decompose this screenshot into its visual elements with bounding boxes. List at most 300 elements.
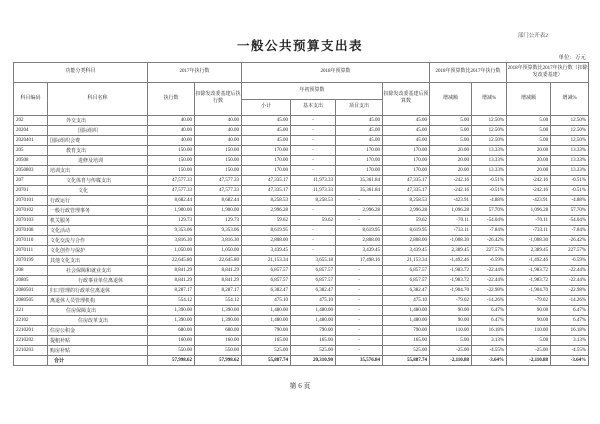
table-body xyxy=(14,116,589,366)
value-cell: - xyxy=(336,266,383,276)
col-header-project: 项目支出 xyxy=(336,100,383,116)
value-cell: -26.42% xyxy=(551,236,589,246)
value-cell: -0.51% xyxy=(472,186,507,196)
value-cell: 57.70% xyxy=(551,206,589,216)
value-cell: 55,887.74 xyxy=(242,356,291,366)
value-cell: -733.11 xyxy=(507,226,551,236)
value-cell: 170.00 xyxy=(383,156,430,166)
subject-name-cell: 提租补贴 xyxy=(48,336,148,346)
subject-code-cell: 2070108 xyxy=(14,226,48,236)
subject-name-cell: 文化体育与传媒支出 xyxy=(48,176,148,186)
subject-name-cell: 培训支出 xyxy=(48,166,148,176)
value-cell: 6,382.47 xyxy=(383,286,430,296)
value-cell: 554.12 xyxy=(195,296,242,306)
value-cell: 20.00 xyxy=(430,166,472,176)
subject-name-cell: 社会保障和就业支出 xyxy=(48,266,148,276)
value-cell: 17,498.16 xyxy=(336,256,383,266)
value-cell: -22.44% xyxy=(472,266,507,276)
table-row xyxy=(14,216,589,226)
value-cell: - xyxy=(291,166,336,176)
value-cell: 45.00 xyxy=(336,116,383,126)
total-row xyxy=(14,356,589,366)
value-cell: 9,353.06 xyxy=(148,226,195,236)
subject-code-cell: 20805 xyxy=(14,276,48,286)
value-cell: 680.00 xyxy=(148,326,195,336)
value-cell: - xyxy=(336,286,383,296)
value-cell: 45.00 xyxy=(242,136,291,146)
value-cell: 3,439.45 xyxy=(242,246,291,256)
value-cell: 165.00 xyxy=(242,336,291,346)
subject-code-cell: 20204 xyxy=(14,126,48,136)
value-cell: 2,996.28 xyxy=(383,206,430,216)
value-cell: 8,841.29 xyxy=(148,276,195,286)
value-cell: -7.84% xyxy=(472,226,507,236)
unit-note: 单位：万元 xyxy=(558,55,586,61)
value-cell: 9,353.06 xyxy=(195,226,242,236)
value-cell: - xyxy=(291,226,336,236)
value-cell: 5.00 xyxy=(507,126,551,136)
value-cell: -1,008.30 xyxy=(430,236,472,246)
table-row xyxy=(14,296,589,306)
value-cell: 22,645.80 xyxy=(195,256,242,266)
subject-name-cell: 住房改革支出 xyxy=(48,316,148,326)
value-cell: 47,577.33 xyxy=(195,186,242,196)
subject-name-cell: 离退休人员管理机构 xyxy=(48,296,148,306)
value-cell: 8,258.53 xyxy=(242,196,291,206)
value-cell: 160.00 xyxy=(148,336,195,346)
subject-name-cell: 国际组织会费 xyxy=(48,136,148,146)
value-cell: 1,096.28 xyxy=(430,206,472,216)
value-cell: 2,808.00 xyxy=(383,236,430,246)
value-cell: -22.98% xyxy=(472,286,507,296)
value-cell: 6.47% xyxy=(472,316,507,326)
value-cell: 790.00 xyxy=(383,326,430,336)
table-row xyxy=(14,166,589,176)
value-cell: 3,655.18 xyxy=(291,256,336,266)
table-row xyxy=(14,326,589,336)
value-cell: 150.00 xyxy=(195,166,242,176)
col-header-compare: 2018年预算数比2017年执行数 xyxy=(430,63,507,83)
value-cell: -7.84% xyxy=(551,226,589,236)
value-cell: 170.00 xyxy=(242,156,291,166)
value-cell: 1,480.00 xyxy=(291,306,336,316)
table-row xyxy=(14,116,589,126)
value-cell: 47,577.33 xyxy=(195,176,242,186)
value-cell: 2,808.00 xyxy=(336,236,383,246)
value-cell: -6.59% xyxy=(551,256,589,266)
value-cell: - xyxy=(336,296,383,306)
table-row xyxy=(14,316,589,326)
subject-code-cell: 205 xyxy=(14,146,48,156)
value-cell: 1,480.00 xyxy=(242,316,291,326)
value-cell: 47,335.17 xyxy=(383,186,430,196)
value-cell: 6,857.57 xyxy=(383,266,430,276)
corner-note: 部门公开表2 xyxy=(517,33,548,39)
value-cell: 8,287.17 xyxy=(195,286,242,296)
value-cell: 6,857.57 xyxy=(291,266,336,276)
value-cell: - xyxy=(291,146,336,156)
value-cell: 13.33% xyxy=(551,166,589,176)
value-cell: 525.00 xyxy=(242,346,291,356)
value-cell: 35,361.84 xyxy=(336,176,383,186)
value-cell: 5.00 xyxy=(507,136,551,146)
value-cell: -4.55% xyxy=(472,346,507,356)
value-cell: 525.00 xyxy=(383,346,430,356)
value-cell: 6.47% xyxy=(551,306,589,316)
value-cell: -1,492.46 xyxy=(430,256,472,266)
table-row xyxy=(14,186,589,196)
value-cell: 150.00 xyxy=(148,156,195,166)
value-cell: 1,390.00 xyxy=(148,316,195,326)
col-header-compare-excl: 2018年预算数比2017年执行数（扣除发改委基建） xyxy=(507,63,589,83)
value-cell: -22.44% xyxy=(551,276,589,286)
value-cell: 2,996.28 xyxy=(336,206,383,216)
value-cell: -1,983.72 xyxy=(507,276,551,286)
value-cell: -0.51% xyxy=(472,176,507,186)
table-row xyxy=(14,336,589,346)
value-cell: -4.55% xyxy=(551,346,589,356)
table-row xyxy=(14,156,589,166)
value-cell: -242.16 xyxy=(430,186,472,196)
value-cell: -26.42% xyxy=(472,236,507,246)
col-header-exec: 执行数 xyxy=(148,83,195,116)
value-cell: 12.50% xyxy=(551,136,589,146)
value-cell: -1,983.72 xyxy=(430,266,472,276)
value-cell: -1,983.72 xyxy=(430,276,472,286)
value-cell: -3.64% xyxy=(551,356,589,366)
value-cell: 47,577.33 xyxy=(148,176,195,186)
value-cell: 11,973.33 xyxy=(291,186,336,196)
value-cell: 3,816.30 xyxy=(148,236,195,246)
value-cell: 550.00 xyxy=(148,346,195,356)
subject-name-cell: 住房保障支出 xyxy=(48,306,148,316)
value-cell: 5.00 xyxy=(430,116,472,126)
subject-name-cell: 归口管理的行政单位离退休 xyxy=(48,286,148,296)
table-row xyxy=(14,176,589,186)
value-cell: 22,645.80 xyxy=(148,256,195,266)
value-cell: 6,857.57 xyxy=(242,266,291,276)
value-cell: - xyxy=(336,276,383,286)
value-cell: 13.33% xyxy=(551,146,589,156)
value-cell: 150.00 xyxy=(148,146,195,156)
value-cell: 8,841.29 xyxy=(148,266,195,276)
value-cell: -70.11 xyxy=(507,216,551,226)
subject-code-cell: 2070110 xyxy=(14,236,48,246)
value-cell: 20,310.90 xyxy=(291,356,336,366)
value-cell: -14.26% xyxy=(551,296,589,306)
value-cell: 90.00 xyxy=(507,306,551,316)
value-cell: 8,258.53 xyxy=(383,196,430,206)
subject-code-cell: 202 xyxy=(14,116,48,126)
subject-name-cell: 合计 xyxy=(48,356,148,366)
value-cell: 170.00 xyxy=(242,166,291,176)
value-cell: -54.04% xyxy=(551,216,589,226)
value-cell: - xyxy=(336,306,383,316)
table-row xyxy=(14,266,589,276)
value-cell: -22.44% xyxy=(472,276,507,286)
page-title: 一般公共预算支出表 xyxy=(236,39,363,53)
value-cell: - xyxy=(336,346,383,356)
value-cell: - xyxy=(291,206,336,216)
table-row xyxy=(14,126,589,136)
value-cell: 40.00 xyxy=(195,136,242,146)
value-cell: 8,619.95 xyxy=(336,226,383,236)
value-cell: 165.00 xyxy=(291,336,336,346)
subject-code-cell: 2070102 xyxy=(14,206,48,216)
subject-code-cell: 2070101 xyxy=(14,196,48,206)
subject-code-cell: 20701 xyxy=(14,186,48,196)
table-row xyxy=(14,286,589,296)
value-cell: - xyxy=(336,196,383,206)
subject-name-cell: 教育支出 xyxy=(48,146,148,156)
col-header-subtotal: 小计 xyxy=(242,100,291,116)
col-header-exec-2017: 2017年执行数 xyxy=(148,63,242,83)
value-cell: 20.00 xyxy=(430,156,472,166)
value-cell: 6,382.47 xyxy=(291,286,336,296)
value-cell: -2,110.88 xyxy=(507,356,551,366)
value-cell: 5.00 xyxy=(430,336,472,346)
subject-name-cell: 机关服务 xyxy=(48,216,148,226)
table-row xyxy=(14,196,589,206)
col-header-initial-budget: 年初预算数 xyxy=(242,83,383,100)
col-header-subject-name: 科目名称 xyxy=(48,83,148,116)
table-row xyxy=(14,236,589,246)
value-cell: -0.51% xyxy=(551,186,589,196)
subject-name-cell: 外交支出 xyxy=(48,116,148,126)
value-cell: 59.62 xyxy=(291,216,336,226)
page-number: 第 6 页 xyxy=(289,382,311,390)
value-cell: 110.00 xyxy=(430,326,472,336)
col-header-diff-1: 增减额 xyxy=(430,83,472,116)
value-cell: -79.02 xyxy=(430,296,472,306)
value-cell: 680.00 xyxy=(195,326,242,336)
value-cell: 57,998.62 xyxy=(195,356,242,366)
subject-name-cell: 文化活动 xyxy=(48,226,148,236)
value-cell: 13.33% xyxy=(472,166,507,176)
value-cell: 59.62 xyxy=(242,216,291,226)
subject-name-cell: 国际组织 xyxy=(48,126,148,136)
value-cell: 170.00 xyxy=(242,146,291,156)
col-header-subject-code: 科目编码 xyxy=(14,83,48,116)
value-cell: -1,983.72 xyxy=(507,266,551,276)
value-cell: 8,258.53 xyxy=(291,196,336,206)
col-header-diff-2: 增减额 xyxy=(507,83,551,116)
table-row xyxy=(14,136,589,146)
value-cell: 35,576.84 xyxy=(336,356,383,366)
col-header-basic: 基本支出 xyxy=(291,100,336,116)
value-cell: 57,998.62 xyxy=(148,356,195,366)
value-cell: 5.00 xyxy=(507,116,551,126)
value-cell: -14.26% xyxy=(472,296,507,306)
value-cell: 554.12 xyxy=(148,296,195,306)
value-cell: 6.47% xyxy=(551,316,589,326)
subject-name-cell: 文化交流与合作 xyxy=(48,236,148,246)
subject-name-cell: 一般行政管理事务 xyxy=(48,206,148,216)
value-cell: -0.51% xyxy=(551,176,589,186)
value-cell: 40.00 xyxy=(148,136,195,146)
value-cell: 8,841.29 xyxy=(195,266,242,276)
subject-name-cell: 其他文化支出 xyxy=(48,256,148,266)
value-cell: -3.64% xyxy=(472,356,507,366)
value-cell: 47,335.17 xyxy=(242,176,291,186)
subject-code-cell: 2210201 xyxy=(14,326,48,336)
value-cell: 790.00 xyxy=(242,326,291,336)
value-cell: 790.00 xyxy=(291,326,336,336)
value-cell: 165.00 xyxy=(383,336,430,346)
value-cell: 40.00 xyxy=(195,126,242,136)
value-cell: -1,904.70 xyxy=(430,286,472,296)
value-cell: 20.00 xyxy=(430,146,472,156)
subject-code-cell: 20508 xyxy=(14,156,48,166)
value-cell: 110.00 xyxy=(507,326,551,336)
value-cell: 227.57% xyxy=(472,246,507,256)
value-cell: 2,389.45 xyxy=(507,246,551,256)
value-cell: -25.00 xyxy=(507,346,551,356)
col-header-func-subject: 功能分类科目 xyxy=(14,63,148,83)
value-cell: 8,841.29 xyxy=(195,276,242,286)
value-cell: 47,335.17 xyxy=(242,186,291,196)
value-cell: -79.02 xyxy=(507,296,551,306)
value-cell: 13.33% xyxy=(472,146,507,156)
value-cell: 16.18% xyxy=(551,326,589,336)
value-cell: 550.00 xyxy=(195,346,242,356)
value-cell: 90.00 xyxy=(430,316,472,326)
value-cell: -70.11 xyxy=(430,216,472,226)
table-row xyxy=(14,256,589,266)
value-cell: 40.00 xyxy=(148,116,195,126)
value-cell: 3,816.30 xyxy=(195,236,242,246)
subject-name-cell: 购房补贴 xyxy=(48,346,148,356)
table-row xyxy=(14,346,589,356)
subject-name-cell: 行政事业单位离退休 xyxy=(48,276,148,286)
subject-code-cell: 2050803 xyxy=(14,166,48,176)
subject-code-cell: 22102 xyxy=(14,316,48,326)
value-cell: 475.10 xyxy=(383,296,430,306)
value-cell: - xyxy=(336,216,383,226)
subject-code-cell: 207 xyxy=(14,176,48,186)
value-cell: 8,287.17 xyxy=(148,286,195,296)
value-cell: 150.00 xyxy=(195,146,242,156)
subject-code-cell: 2080505 xyxy=(14,296,48,306)
subject-code-cell: 2210203 xyxy=(14,346,48,356)
value-cell: -22.98% xyxy=(551,286,589,296)
value-cell: 2,389.45 xyxy=(430,246,472,256)
subject-name-cell: 行政运行 xyxy=(48,196,148,206)
value-cell: 129.73 xyxy=(148,216,195,226)
value-cell: 12.50% xyxy=(472,126,507,136)
value-cell: 1,390.00 xyxy=(195,306,242,316)
col-header-pct-1: 增减% xyxy=(472,83,507,116)
value-cell: -6.59% xyxy=(472,256,507,266)
value-cell: 6,857.57 xyxy=(242,276,291,286)
value-cell: 1,390.00 xyxy=(195,316,242,326)
value-cell: - xyxy=(336,316,383,326)
value-cell: 12.50% xyxy=(472,116,507,126)
value-cell: -1,492.46 xyxy=(507,256,551,266)
value-cell: -2,110.88 xyxy=(430,356,472,366)
value-cell: 12.50% xyxy=(472,136,507,146)
table-row xyxy=(14,206,589,216)
subject-name-cell: 住房公积金 xyxy=(48,326,148,336)
value-cell: 90.00 xyxy=(430,306,472,316)
value-cell: 1,096.28 xyxy=(507,206,551,216)
table-row xyxy=(14,306,589,316)
value-cell: - xyxy=(291,116,336,126)
subject-code-cell: 2020401 xyxy=(14,136,48,146)
value-cell: 20.00 xyxy=(507,146,551,156)
value-cell: 1,900.00 xyxy=(195,206,242,216)
value-cell: 40.00 xyxy=(195,116,242,126)
col-header-pct-2: 增减% xyxy=(551,83,589,116)
value-cell: 40.00 xyxy=(148,126,195,136)
value-cell: 45.00 xyxy=(383,126,430,136)
value-cell: 47,335.17 xyxy=(383,176,430,186)
subject-code-cell: 2070199 xyxy=(14,256,48,266)
value-cell: 1,480.00 xyxy=(291,316,336,326)
value-cell: - xyxy=(291,246,336,256)
value-cell: -242.16 xyxy=(507,176,551,186)
value-cell: 2,996.28 xyxy=(242,206,291,216)
value-cell: 20.00 xyxy=(507,166,551,176)
value-cell: 170.00 xyxy=(336,146,383,156)
value-cell: -242.16 xyxy=(430,176,472,186)
value-cell: 90.00 xyxy=(507,316,551,326)
value-cell: 45.00 xyxy=(336,126,383,136)
value-cell: -54.04% xyxy=(472,216,507,226)
value-cell: 150.00 xyxy=(195,156,242,166)
value-cell: 475.10 xyxy=(291,296,336,306)
subject-code-cell: 208 xyxy=(14,266,48,276)
subject-name-cell: 文化 xyxy=(48,186,148,196)
value-cell: 35,361.84 xyxy=(336,186,383,196)
value-cell: 3,439.45 xyxy=(383,246,430,256)
value-cell: -22.44% xyxy=(551,266,589,276)
subject-code-cell: 2210202 xyxy=(14,336,48,346)
subject-code-cell: 2080501 xyxy=(14,286,48,296)
value-cell: 1,480.00 xyxy=(383,306,430,316)
value-cell: 6.47% xyxy=(472,306,507,316)
value-cell: 55,887.74 xyxy=(383,356,430,366)
value-cell: -4.88% xyxy=(551,196,589,206)
value-cell: 6,382.47 xyxy=(242,286,291,296)
value-cell: 8,682.44 xyxy=(195,196,242,206)
value-cell: 47,577.33 xyxy=(148,186,195,196)
value-cell: 13.33% xyxy=(472,156,507,166)
value-cell: 8,619.95 xyxy=(383,226,430,236)
value-cell: 5.00 xyxy=(507,336,551,346)
value-cell: 6,857.57 xyxy=(383,276,430,286)
value-cell: 150.00 xyxy=(148,166,195,176)
value-cell: 1,480.00 xyxy=(383,316,430,326)
table-header xyxy=(14,63,589,116)
value-cell: 59.62 xyxy=(383,216,430,226)
value-cell: 21,153.34 xyxy=(242,256,291,266)
value-cell: 5.00 xyxy=(430,126,472,136)
value-cell: 129.73 xyxy=(195,216,242,226)
value-cell: 21,153.34 xyxy=(383,256,430,266)
value-cell: 6,857.57 xyxy=(291,276,336,286)
value-cell: 45.00 xyxy=(383,136,430,146)
value-cell: 2,808.00 xyxy=(242,236,291,246)
value-cell: - xyxy=(291,126,336,136)
value-cell: 45.00 xyxy=(242,116,291,126)
value-cell: 16.18% xyxy=(472,326,507,336)
value-cell: 11,973.33 xyxy=(291,176,336,186)
value-cell: -423.91 xyxy=(430,196,472,206)
subject-code-cell: 221 xyxy=(14,306,48,316)
value-cell: 45.00 xyxy=(383,116,430,126)
value-cell: 5.00 xyxy=(430,136,472,146)
